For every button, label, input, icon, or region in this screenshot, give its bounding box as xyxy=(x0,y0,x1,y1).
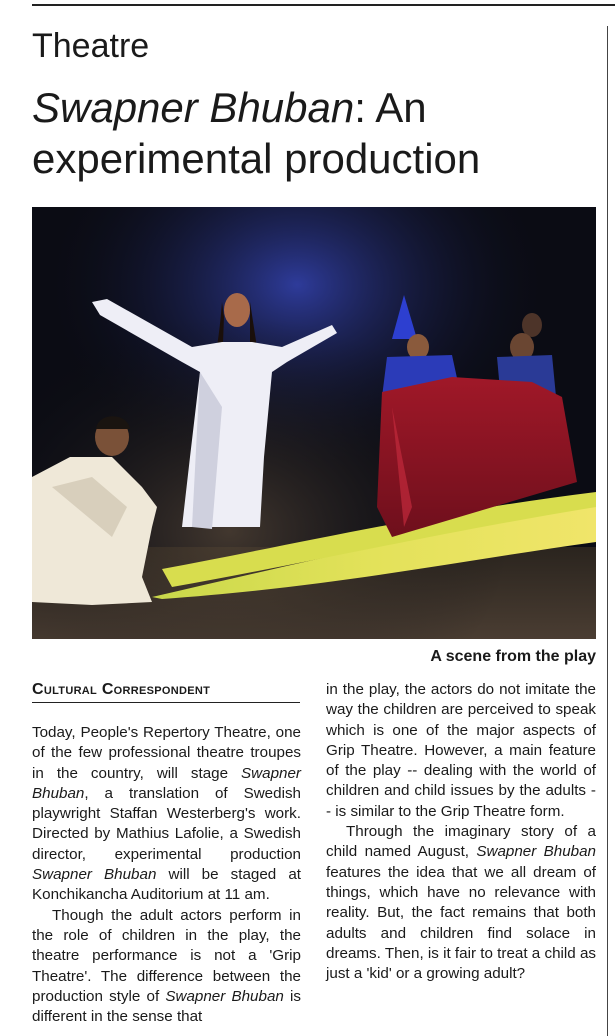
text-run: will be staged at Konchikancha Auditorium at 11 am. xyxy=(32,866,301,904)
article-column-1 xyxy=(32,723,301,1027)
play-title: Swapner Bhuban xyxy=(32,866,157,884)
paragraph-3: in the play, the actors do not imitate the way the children are perceived to speak which is one of the major aspects of Grip Theatre. However, a main feature of the play -- dealing with the world of children and child issues by the adults -- is similar to the Grip Theatre form. xyxy=(326,681,596,820)
section-title: Theatre xyxy=(32,27,150,65)
text-run: features the idea that we all dream of things, which have no relevance with reality. But, the fact remains that both adults and children find solace in dreams. Then, is it fair to treat a child as just a 'kid' or a growing adult? xyxy=(326,863,596,983)
byline: Cultural Correspondent xyxy=(32,681,300,703)
text-run: Though the adult actors perform in the role of children in the play, the theatre performance is not a 'Grip Theatre'. The difference between the production style of xyxy=(32,906,301,1005)
paragraph-1 xyxy=(32,723,301,906)
headline xyxy=(32,82,592,184)
play-title: Swapner Bhuban xyxy=(165,987,284,1005)
text-run: , a translation of Swedish playwright Staffan Westerberg's work. Directed by Mathius Lafolie, a Swedish director, experimental production xyxy=(32,784,301,863)
photo-caption: A scene from the play xyxy=(430,648,596,665)
play-title: Swapner Bhuban xyxy=(476,843,597,861)
play-title: Swapner Bhuban xyxy=(32,764,301,802)
stage-photo xyxy=(32,207,596,639)
column-rule xyxy=(607,26,608,1036)
text-run: Through the imaginary story of a child named August, xyxy=(326,823,596,861)
paragraph-2 xyxy=(32,906,301,1028)
top-rule xyxy=(32,4,615,6)
text-run: is different in the sense that xyxy=(32,987,301,1026)
headline-rest: : An experimental production xyxy=(32,84,481,182)
text-run: Today, People's Repertory Theatre, one of the few professional theatre troupes in the country, will stage xyxy=(32,724,301,782)
paragraph-4 xyxy=(326,822,596,984)
article-column-2 xyxy=(326,680,596,984)
headline-title: Swapner Bhuban xyxy=(32,84,355,131)
